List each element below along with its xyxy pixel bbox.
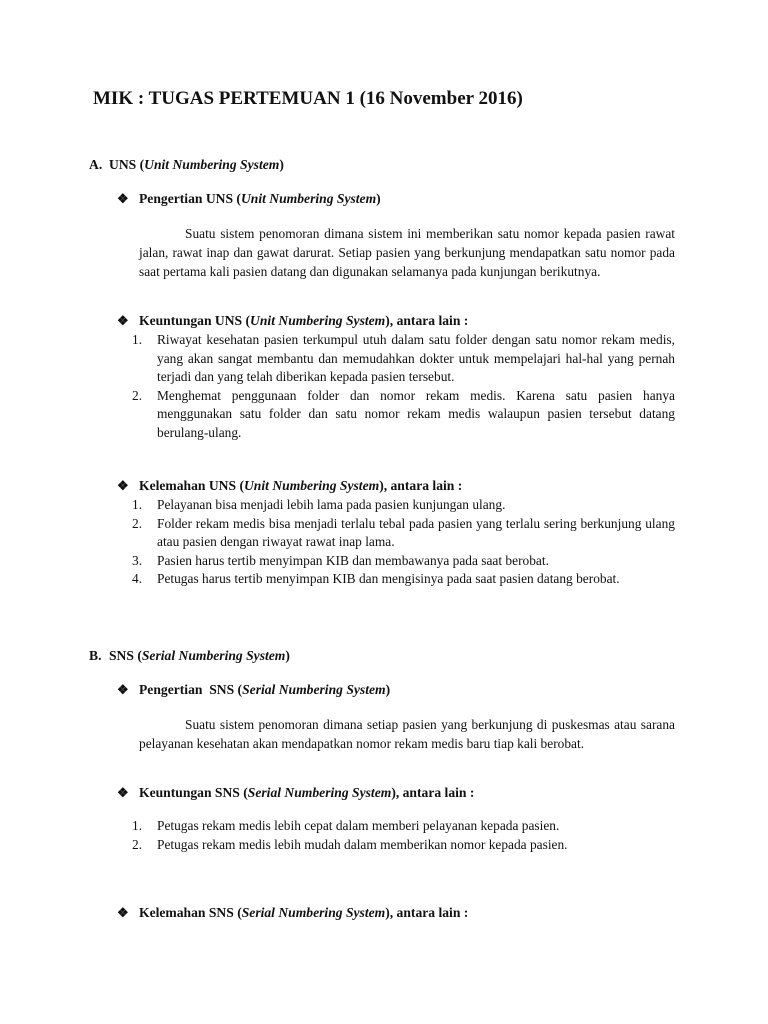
uns-kelemahan-italic: Unit Numbering System	[243, 478, 380, 493]
sns-pengertian-prefix: Pengertian SNS (	[139, 682, 243, 697]
uns-kelemahan-heading	[117, 478, 677, 494]
uns-keuntungan-list	[132, 331, 675, 442]
document-title: MIK : TUGAS PERTEMUAN 1 (16 November 2016)	[93, 88, 523, 109]
diamond-bullet-icon: ❖	[117, 191, 129, 206]
list-item-text: Petugas harus tertib menyimpan KIB dan mengisinya pada saat pasien datang berobat.	[157, 571, 620, 586]
diamond-bullet-icon: ❖	[117, 313, 129, 328]
sns-kelemahan-heading	[117, 905, 677, 921]
list-item	[132, 570, 675, 589]
diamond-bullet-icon: ❖	[117, 905, 129, 920]
uns-pengertian-italic: Unit Numbering System	[240, 191, 377, 206]
uns-pengertian-paragraph: Suatu sistem penomoran dimana sistem ini memberikan satu nomor kepada pasien rawat jalan, rawat inap dan gawat darurat. Setiap pasien yang berkunjung mendapatkan satu nomor pada saat pertama kali pasien datang dan digunakan selamanya pada kunjungan berikutnya.	[139, 226, 675, 279]
list-item-text: Petugas rekam medis lebih cepat dalam memberi pelayanan kepada pasien.	[157, 818, 560, 833]
uns-kelemahan-list	[132, 496, 675, 589]
list-item	[132, 817, 675, 836]
list-item-number: 1.	[132, 332, 143, 347]
sns-kelemahan-italic: Serial Numbering System	[241, 905, 386, 920]
list-item-text: Menghemat penggunaan folder dan nomor rekam medis. Karena satu pasien hanya menggunakan satu folder dan satu nomor rekam medis walaupun pasien tersebut datang berulang-ulang.	[157, 387, 675, 440]
list-item-number: 2.	[132, 836, 143, 852]
section-a-heading-suffix: )	[279, 157, 284, 172]
uns-pengertian-heading	[117, 191, 677, 207]
sns-keuntungan-italic: Serial Numbering System	[247, 785, 392, 800]
sns-kelemahan-suffix: ), antara lain :	[385, 905, 469, 920]
uns-keuntungan-italic: Unit Numbering System	[250, 313, 386, 328]
sns-keuntungan-prefix: Keuntungan SNS (	[139, 785, 248, 800]
list-item-number: 2.	[132, 515, 143, 531]
list-item-text: Pasien harus tertib menyimpan KIB dan membawanya pada saat berobat.	[157, 552, 549, 568]
sns-keuntungan-list	[132, 817, 675, 854]
diamond-bullet-icon: ❖	[117, 682, 129, 697]
list-item	[132, 552, 675, 571]
section-b-letter: B.	[89, 648, 102, 663]
uns-kelemahan-suffix: ), antara lain :	[379, 478, 463, 493]
section-a-letter: A.	[89, 157, 103, 172]
list-item	[132, 836, 675, 855]
sns-pengertian-suffix: )	[385, 682, 391, 697]
list-item-number: 3.	[132, 552, 143, 568]
diamond-bullet-icon: ❖	[117, 785, 129, 800]
uns-keuntungan-heading	[117, 313, 677, 329]
section-b-heading-italic: Serial Numbering System	[141, 648, 286, 663]
list-item-number: 1.	[132, 818, 143, 833]
uns-pengertian-suffix: )	[376, 191, 381, 206]
list-item-text: Folder rekam medis bisa menjadi terlalu tebal pada pasien yang terlalu sering berkunjung ulang atau pasien dengan riwayat rawat inap lama.	[157, 515, 675, 549]
uns-kelemahan-prefix: Kelemahan UNS (	[139, 478, 244, 493]
list-item-text: Pelayanan bisa menjadi lebih lama pada pasien kunjungan ulang.	[157, 497, 506, 512]
uns-keuntungan-prefix: Keuntungan UNS (	[139, 313, 251, 328]
sns-keuntungan-heading	[117, 785, 677, 801]
list-item-number: 2.	[132, 387, 143, 403]
section-b-heading	[89, 648, 689, 664]
sns-kelemahan-prefix: Kelemahan SNS (	[139, 905, 242, 920]
section-a-heading-prefix: UNS (	[109, 157, 145, 172]
diamond-bullet-icon: ❖	[117, 478, 129, 493]
list-item	[132, 331, 675, 387]
uns-pengertian-prefix: Pengertian UNS (	[139, 191, 241, 206]
section-a-heading	[89, 157, 689, 173]
sns-pengertian-italic: Serial Numbering System	[242, 682, 386, 697]
list-item-text: Riwayat kesehatan pasien terkumpul utuh dalam satu folder dengan satu nomor rekam medis, yang akan sangat membantu dan memudahkan dokter untuk mempelajari hal-hal yang pernah terjadi dan yang telah diberikan kepada pasien tersebut.	[157, 332, 675, 384]
sns-pengertian-heading	[117, 682, 677, 698]
list-item	[132, 496, 675, 515]
list-item	[132, 387, 675, 443]
section-b-heading-prefix: SNS (	[109, 648, 142, 663]
list-item-text: Petugas rekam medis lebih mudah dalam memberikan nomor kepada pasien.	[157, 836, 568, 852]
list-item-number: 4.	[132, 571, 143, 586]
sns-keuntungan-suffix: ), antara lain :	[391, 785, 475, 800]
list-item-number: 1.	[132, 497, 143, 512]
section-a-heading-italic: Unit Numbering System	[144, 157, 280, 172]
section-b-heading-suffix: )	[285, 648, 290, 663]
uns-keuntungan-suffix: ), antara lain :	[385, 313, 469, 328]
list-item	[132, 515, 675, 552]
sns-pengertian-paragraph: Suatu sistem penomoran dimana setiap pasien yang berkunjung di puskesmas atau sarana pelayanan kesehatan akan mendapatkan nomor rekam medis baru tiap kali berobat.	[139, 717, 675, 751]
